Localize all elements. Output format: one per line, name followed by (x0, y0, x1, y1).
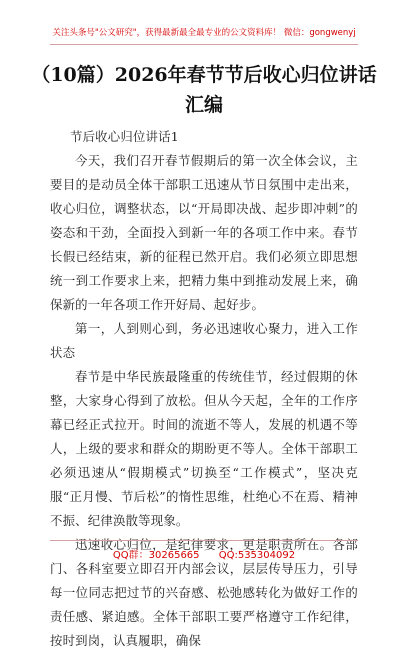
title-line-1: （10篇）2026年春节节后收心归位讲话 (31, 64, 377, 86)
document-body (50, 125, 358, 653)
footer-qq-group: QQ群：30265665 (112, 550, 200, 561)
footer-qq: QQ:535304092 (218, 550, 296, 561)
page-footer (0, 546, 408, 561)
paragraph-1: 今天，我们召开春节假期后的第一次全体会议，主要目的是动员全体干部职工迅速从节日氛围中走出来，收心归位，调整状态，以“开局即决战、起步即冲刺”的姿态和干劲，全面投入到新一年的各项工作中来。春节长假已经结束，新的征程已然开启。我们必须立即思想统一到工作要求上来，把精力集中到推动发展上来，确保新的一年各项工作开好局、起好步。 (50, 153, 358, 312)
footer-divider (50, 540, 358, 541)
header-divider (50, 44, 358, 45)
page-header-banner: 关注头条号"公文研究"，获得最新最全最专业的公文资料库！ 微信：gongwenyj (52, 28, 356, 38)
section-subtitle: 节后收心归位讲话1 (70, 129, 179, 144)
section-heading-1: 第一，人到则心到，务必迅速收心聚力，进入工作状态 (50, 321, 358, 360)
paragraph-2: 春节是中华民族最隆重的传统佳节，经过假期的休整，大家身心得到了放松。但从今天起，全年的工作序幕已经正式拉开。时间的流逝不等人，发展的机遇不等人，上级的要求和群众的期盼更不等人。全体干部职工必须迅速从“假期模式”切换至“工作模式”，坚决克服“正月慢、节后松”的惰性思维，杜绝心不在焉、精神不振、纪律涣散等现象。 (50, 369, 358, 528)
title-line-2: 汇编 (184, 94, 223, 116)
paragraph-3: 迅速收心归位，是纪律要求，更是职责所在。各部门、各科室要立即召开内部会议，层层传导压力，引导每一位同志把过节的兴奋感、松弛感转化为做好工作的责任感、紧迫感。全体干部职工要严格遵守工作纪律，按时到岗，认真履职，确保 (50, 537, 358, 648)
document-title (30, 60, 378, 120)
